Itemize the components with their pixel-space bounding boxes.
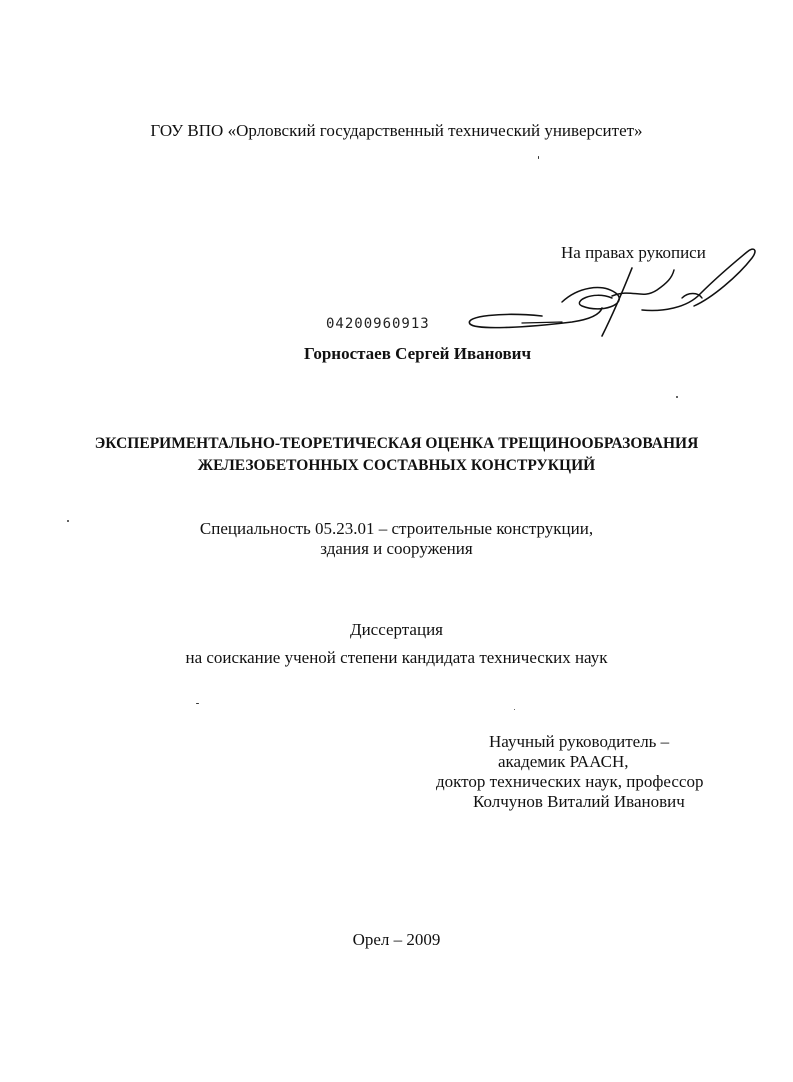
registration-number: 04200960913 [326,316,430,332]
supervisor-role: Научный руководитель – [489,732,670,751]
dissertation-title-line-2: ЖЕЛЕЗОБЕТОННЫХ СОСТАВНЫХ КОНСТРУКЦИЙ [197,457,596,474]
place-year: Орел – 2009 [352,930,441,949]
work-type: Диссертация [349,620,443,639]
dissertation-title-line-1: ЭКСПЕРИМЕНТАЛЬНО-ТЕОРЕТИЧЕСКАЯ ОЦЕНКА ТРЕЩИНООБРАЗОВАНИЯ [94,435,699,452]
manuscript-note: На правах рукописи [561,243,706,262]
specialty-line-2: здания и сооружения [320,539,473,558]
supervisor-name: Колчунов Виталий Иванович [473,792,685,811]
author-name: Горностаев Сергей Иванович [304,344,532,363]
scan-speck [676,396,678,398]
specialty-line-1: Специальность 05.23.01 – строительные конструкции, [199,519,594,538]
scan-speck [67,520,69,522]
supervisor-academy: академик РААСН, [498,752,629,771]
scan-speck [196,703,199,704]
signature-image [462,238,762,343]
institution-name: ГОУ ВПО «Орловский государственный технический университет» [150,121,643,140]
degree: на соискание ученой степени кандидата технических наук [185,648,608,667]
supervisor-degree: доктор технических наук, профессор [436,772,704,791]
scan-speck [538,156,539,159]
scan-speck [514,709,515,710]
